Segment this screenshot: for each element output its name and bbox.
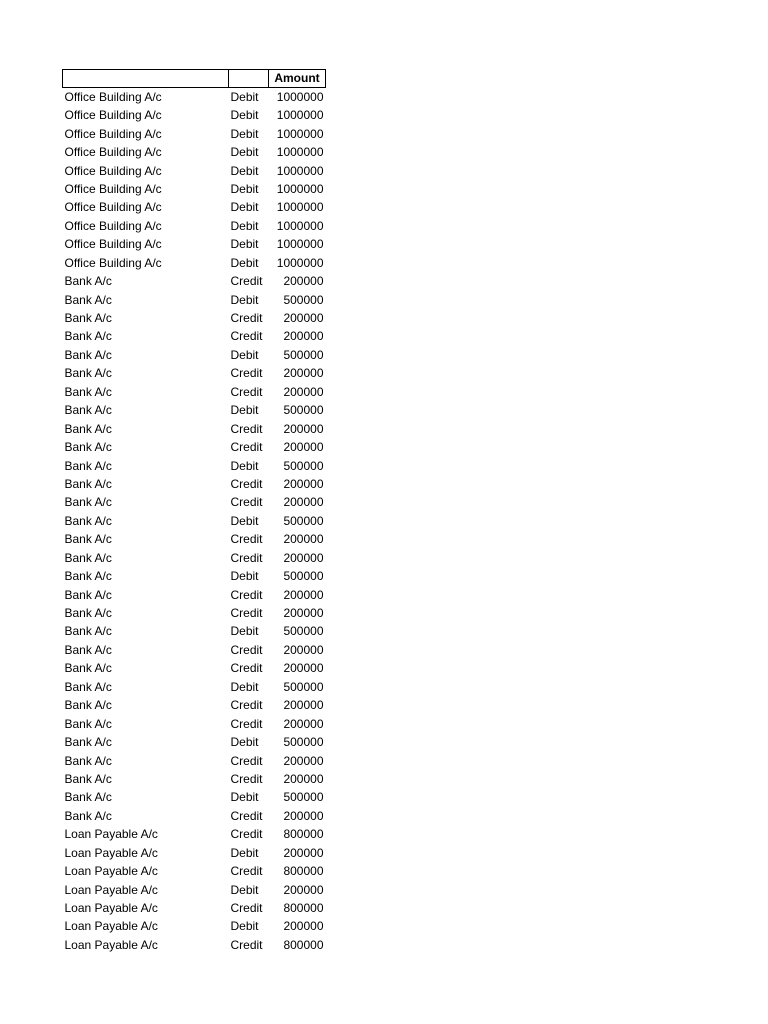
account-cell[interactable]: Loan Payable A/c (64, 882, 158, 897)
account-cell[interactable]: Bank A/c (64, 329, 112, 344)
account-cell[interactable]: Bank A/c (64, 808, 112, 823)
account-cell[interactable]: Bank A/c (64, 569, 112, 584)
table-row (63, 309, 326, 327)
amount-cell[interactable]: 200000 (283, 440, 324, 455)
table-row (63, 419, 326, 437)
table-row (63, 678, 326, 696)
table-row (63, 180, 326, 198)
account-cell[interactable]: Loan Payable A/c (64, 919, 158, 934)
account-cell[interactable]: Bank A/c (64, 661, 112, 676)
table-row (63, 290, 326, 308)
entry-type-cell[interactable]: Credit (230, 698, 263, 713)
amount-cell[interactable]: 200000 (283, 311, 324, 326)
table-row (63, 659, 326, 677)
account-cell[interactable]: Bank A/c (64, 642, 112, 657)
table-row (63, 549, 326, 567)
entry-type-cell[interactable]: Debit (230, 569, 259, 584)
amount-cell[interactable]: 800000 (283, 827, 324, 842)
entry-type-cell[interactable]: Debit (230, 145, 259, 160)
ledger-table (62, 69, 326, 954)
entry-type-cell[interactable]: Debit (230, 200, 259, 215)
amount-cell[interactable]: 500000 (283, 624, 324, 639)
account-cell[interactable]: Bank A/c (64, 624, 112, 639)
table-row (63, 346, 326, 364)
entry-type-cell[interactable]: Credit (230, 532, 263, 547)
account-cell[interactable]: Bank A/c (64, 587, 112, 602)
entry-type-cell[interactable]: Credit (230, 476, 263, 491)
table-row (63, 862, 326, 880)
table-row (63, 438, 326, 456)
table-row (63, 475, 326, 493)
amount-cell[interactable]: 200000 (283, 808, 324, 823)
amount-cell[interactable]: 1000000 (276, 163, 324, 178)
entry-type-cell[interactable]: Debit (230, 292, 259, 307)
account-cell[interactable]: Office Building A/c (64, 218, 162, 233)
entry-type-cell[interactable]: Debit (230, 126, 259, 141)
entry-type-cell[interactable]: Debit (230, 181, 259, 196)
amount-cell[interactable]: 200000 (283, 919, 324, 934)
account-cell[interactable]: Bank A/c (64, 495, 112, 510)
table-row (63, 143, 326, 161)
amount-cell[interactable]: 200000 (283, 753, 324, 768)
entry-type-cell[interactable]: Debit (230, 624, 259, 639)
account-cell[interactable]: Bank A/c (64, 790, 112, 805)
entry-type-cell[interactable]: Debit (230, 163, 259, 178)
account-cell[interactable]: Bank A/c (64, 366, 112, 381)
table-row (63, 714, 326, 732)
entry-type-cell[interactable]: Credit (230, 440, 263, 455)
amount-cell[interactable]: 200000 (283, 771, 324, 786)
entry-type-cell[interactable]: Credit (230, 311, 263, 326)
amount-cell[interactable]: 500000 (283, 790, 324, 805)
entry-type-cell[interactable]: Debit (230, 458, 259, 473)
entry-type-cell[interactable]: Credit (230, 329, 263, 344)
amount-cell[interactable]: 200000 (283, 532, 324, 547)
account-cell[interactable]: Bank A/c (64, 698, 112, 713)
account-cell[interactable]: Bank A/c (64, 606, 112, 621)
entry-type-cell[interactable]: Credit (230, 808, 263, 823)
amount-cell[interactable]: 500000 (283, 403, 324, 418)
entry-type-cell[interactable]: Debit (230, 347, 259, 362)
entry-type-cell[interactable]: Debit (230, 882, 259, 897)
amount-cell[interactable]: 1000000 (276, 255, 324, 270)
amount-cell[interactable]: 200000 (283, 606, 324, 621)
entry-type-cell[interactable]: Credit (230, 864, 263, 879)
amount-cell[interactable]: 1000000 (276, 145, 324, 160)
entry-type-cell[interactable]: Debit (230, 845, 259, 860)
table-row (63, 272, 326, 290)
entry-type-cell[interactable]: Credit (230, 661, 263, 676)
account-cell[interactable]: Bank A/c (64, 347, 112, 362)
account-cell[interactable]: Bank A/c (64, 532, 112, 547)
table-row (63, 530, 326, 548)
table-row (63, 327, 326, 345)
amount-cell[interactable]: 1000000 (276, 237, 324, 252)
account-cell[interactable]: Bank A/c (64, 679, 112, 694)
table-row (63, 493, 326, 511)
entry-type-cell[interactable]: Credit (230, 753, 263, 768)
table-row (63, 604, 326, 622)
amount-cell[interactable]: 200000 (283, 476, 324, 491)
account-cell[interactable]: Bank A/c (64, 735, 112, 750)
table-row (63, 364, 326, 382)
amount-cell[interactable]: 200000 (283, 274, 324, 289)
account-cell[interactable]: Office Building A/c (64, 237, 162, 252)
amount-cell[interactable]: 500000 (283, 735, 324, 750)
header-row (63, 70, 326, 88)
account-cell[interactable]: Bank A/c (64, 292, 112, 307)
account-cell[interactable]: Loan Payable A/c (64, 827, 158, 842)
account-cell[interactable]: Bank A/c (64, 513, 112, 528)
table-row (63, 585, 326, 603)
amount-cell[interactable]: 200000 (283, 882, 324, 897)
amount-cell[interactable]: 500000 (283, 292, 324, 307)
amount-cell[interactable]: 200000 (283, 495, 324, 510)
account-cell[interactable]: Bank A/c (64, 550, 112, 565)
table-row (63, 567, 326, 585)
entry-type-cell[interactable]: Credit (230, 827, 263, 842)
amount-cell[interactable]: 1000000 (276, 200, 324, 215)
amount-cell[interactable]: 200000 (283, 642, 324, 657)
account-cell[interactable]: Bank A/c (64, 403, 112, 418)
amount-cell[interactable]: 500000 (283, 347, 324, 362)
table-row (63, 807, 326, 825)
account-cell[interactable]: Office Building A/c (64, 145, 162, 160)
table-row (63, 622, 326, 640)
entry-type-cell[interactable]: Credit (230, 366, 263, 381)
amount-cell[interactable]: 200000 (283, 329, 324, 344)
amount-cell[interactable]: 500000 (283, 458, 324, 473)
entry-type-cell[interactable]: Credit (230, 421, 263, 436)
amount-cell[interactable]: 500000 (283, 679, 324, 694)
account-cell[interactable]: Office Building A/c (64, 126, 162, 141)
amount-cell[interactable]: 200000 (283, 716, 324, 731)
entry-type-cell[interactable]: Debit (230, 403, 259, 418)
table-row (63, 825, 326, 843)
account-cell[interactable]: Bank A/c (64, 458, 112, 473)
entry-type-cell[interactable]: Debit (230, 237, 259, 252)
account-cell[interactable]: Office Building A/c (64, 255, 162, 270)
amount-cell[interactable]: 1000000 (276, 126, 324, 141)
entry-type-cell[interactable]: Credit (230, 901, 263, 916)
table-row (63, 456, 326, 474)
account-cell[interactable]: Bank A/c (64, 716, 112, 731)
amount-cell[interactable]: 200000 (283, 845, 324, 860)
account-cell[interactable]: Loan Payable A/c (64, 937, 158, 952)
amount-cell[interactable]: 500000 (283, 569, 324, 584)
amount-cell[interactable]: 200000 (283, 366, 324, 381)
amount-cell[interactable]: 200000 (283, 661, 324, 676)
table-row (63, 641, 326, 659)
account-cell[interactable]: Bank A/c (64, 421, 112, 436)
entry-type-cell[interactable]: Debit (230, 255, 259, 270)
table-row (63, 383, 326, 401)
entry-type-cell[interactable]: Debit (230, 735, 259, 750)
entry-type-cell[interactable]: Debit (230, 90, 259, 104)
entry-type-cell[interactable]: Debit (230, 790, 259, 805)
header-type[interactable] (229, 70, 269, 88)
entry-type-cell[interactable]: Credit (230, 384, 263, 399)
table-row (63, 917, 326, 935)
entry-type-cell[interactable]: Debit (230, 919, 259, 934)
table-row (63, 88, 326, 107)
table-row (63, 844, 326, 862)
account-cell[interactable]: Office Building A/c (64, 181, 162, 196)
account-cell[interactable]: Bank A/c (64, 771, 112, 786)
entry-type-cell[interactable]: Credit (230, 274, 263, 289)
header-amount[interactable]: Amount (269, 70, 326, 88)
amount-cell[interactable]: 500000 (283, 513, 324, 528)
table-row (63, 161, 326, 179)
account-cell[interactable]: Office Building A/c (64, 200, 162, 215)
table-row (63, 512, 326, 530)
entry-type-cell[interactable]: Debit (230, 108, 259, 123)
table-row (63, 733, 326, 751)
account-cell[interactable]: Loan Payable A/c (64, 864, 158, 879)
entry-type-cell[interactable]: Credit (230, 642, 263, 657)
header-account[interactable] (63, 70, 229, 88)
entry-type-cell[interactable]: Credit (230, 771, 263, 786)
account-cell[interactable]: Loan Payable A/c (64, 845, 158, 860)
table-row (63, 936, 326, 954)
amount-cell[interactable]: 800000 (283, 937, 324, 952)
account-cell[interactable]: Office Building A/c (64, 163, 162, 178)
amount-cell[interactable]: 1000000 (276, 218, 324, 233)
amount-cell[interactable]: 200000 (283, 384, 324, 399)
table-row (63, 696, 326, 714)
table-row (63, 770, 326, 788)
entry-type-cell[interactable]: Credit (230, 716, 263, 731)
account-cell[interactable]: Bank A/c (64, 311, 112, 326)
table-row (63, 106, 326, 124)
table-row (63, 788, 326, 806)
entry-type-cell[interactable]: Credit (230, 937, 263, 952)
entry-type-cell[interactable]: Debit (230, 679, 259, 694)
amount-cell[interactable]: 200000 (283, 421, 324, 436)
table-row (63, 401, 326, 419)
table-row (63, 198, 326, 216)
table-row (63, 254, 326, 272)
table-row (63, 751, 326, 769)
entry-type-cell[interactable]: Credit (230, 495, 263, 510)
table-row (63, 235, 326, 253)
account-cell[interactable]: Bank A/c (64, 440, 112, 455)
entry-type-cell[interactable]: Debit (230, 513, 259, 528)
amount-cell[interactable]: 1000000 (276, 90, 324, 104)
account-cell[interactable]: Bank A/c (64, 274, 112, 289)
amount-cell[interactable]: 200000 (283, 698, 324, 713)
account-cell[interactable]: Office Building A/c (64, 108, 162, 123)
entry-type-cell[interactable]: Credit (230, 606, 263, 621)
amount-cell[interactable]: 200000 (283, 550, 324, 565)
entry-type-cell[interactable]: Debit (230, 218, 259, 233)
ledger-rows (63, 88, 326, 955)
table-row (63, 124, 326, 142)
entry-type-cell[interactable]: Credit (230, 587, 263, 602)
amount-cell[interactable]: 800000 (283, 864, 324, 879)
account-cell[interactable]: Loan Payable A/c (64, 901, 158, 916)
account-cell[interactable]: Bank A/c (64, 384, 112, 399)
amount-cell[interactable]: 1000000 (276, 181, 324, 196)
account-cell[interactable]: Bank A/c (64, 476, 112, 491)
table-row (63, 217, 326, 235)
table-row (63, 899, 326, 917)
amount-cell[interactable]: 800000 (283, 901, 324, 916)
table-row (63, 880, 326, 898)
entry-type-cell[interactable]: Credit (230, 550, 263, 565)
amount-cell[interactable]: 200000 (283, 587, 324, 602)
amount-cell[interactable]: 1000000 (276, 108, 324, 123)
account-cell[interactable]: Office Building A/c (64, 90, 162, 104)
account-cell[interactable]: Bank A/c (64, 753, 112, 768)
